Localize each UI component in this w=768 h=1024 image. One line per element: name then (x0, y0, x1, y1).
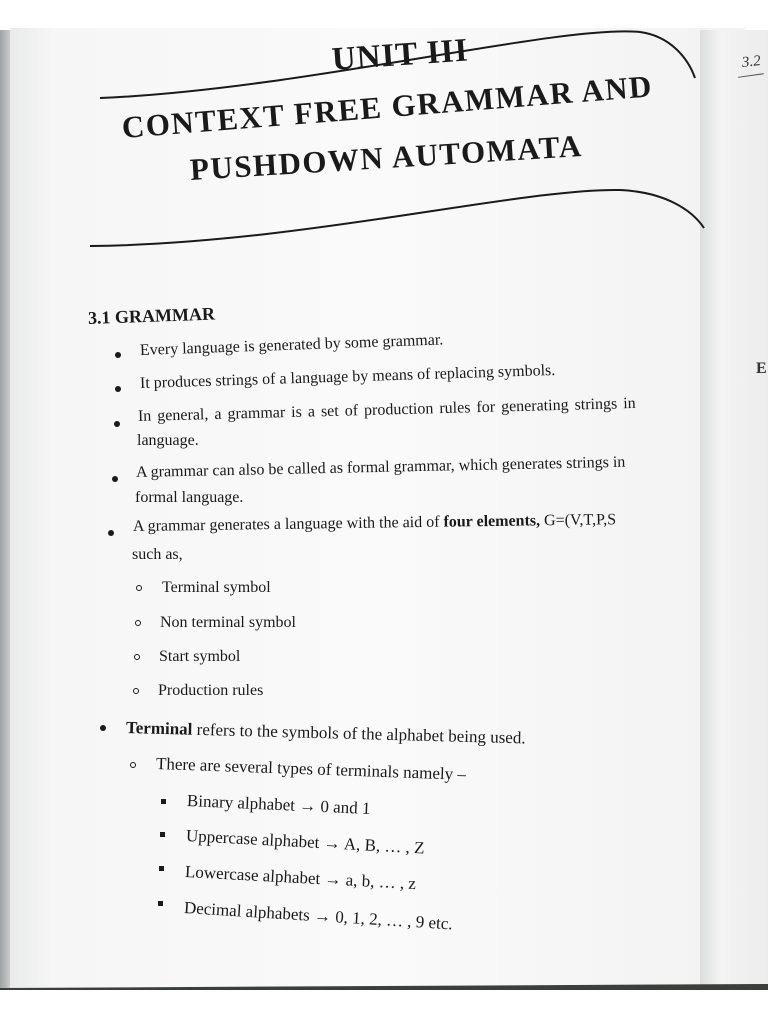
bullet-text-continued: language. (137, 432, 199, 449)
bullet-text: A grammar generates a language with the aid of (132, 513, 440, 535)
terminal-text: refers to the symbols of the alphabet being used. (196, 719, 526, 748)
square-bullet (158, 901, 163, 906)
next-page-letter: E (756, 360, 767, 377)
sub-bullet-circle (135, 620, 141, 626)
bullet-text: Every language is generated by some grammar. (139, 331, 444, 359)
terminal-bold: Terminal (125, 718, 193, 739)
square-bullet (160, 832, 165, 837)
bullet-dot (115, 386, 121, 392)
sub-bullet-circle (130, 762, 136, 768)
bullet-dot (114, 421, 120, 427)
bullet-text-continued: such as, (132, 546, 183, 563)
sub-bullet-circle (133, 688, 139, 694)
bullet-bold-text: four elements, (443, 512, 541, 531)
square-bullet (161, 799, 166, 804)
square-bullet (159, 866, 164, 871)
unit-title: UNIT III (330, 32, 470, 78)
bullet-text: It produces strings of a language by means of replacing symbols. (139, 361, 556, 392)
terminal-types-intro: There are several types of terminals namely – (155, 754, 467, 784)
chapter-title-line-1: CONTEXT FREE GRAMMAR AND (120, 68, 655, 145)
section-heading: 3.1 GRAMMAR (87, 303, 216, 328)
next-page-number: 3.2 (741, 53, 762, 71)
bullet-dot (100, 725, 106, 731)
chapter-title-line-2: PUSHDOWN AUTOMATA (188, 128, 584, 187)
sub-bullet-circle (136, 585, 142, 591)
element-item: Terminal symbol (162, 579, 271, 596)
bullet-dot (112, 476, 118, 482)
bullet-dot (115, 352, 121, 358)
bottom-curve (90, 190, 704, 246)
element-item: Start symbol (159, 648, 241, 665)
terminal-type: Decimal alphabets → 0, 1, 2, … , 9 etc. (183, 898, 454, 934)
sub-bullet-circle (134, 654, 140, 660)
element-item: Non terminal symbol (160, 614, 296, 631)
bullet-text: A grammar can also be called as formal grammar, which generates strings in (135, 453, 626, 481)
bullet-dot (108, 530, 114, 536)
terminal-type: Uppercase alphabet → A, B, … , Z (185, 826, 426, 858)
element-item: Production rules (158, 682, 264, 699)
bullet-text: In general, a grammar is a set of production rules for generating strings in (137, 394, 636, 425)
terminal-type: Lowercase alphabet → a, b, … , z (184, 862, 417, 894)
terminal-type: Binary alphabet → 0 and 1 (186, 791, 371, 819)
bullet-formula: G=(V,T,P,S (543, 511, 617, 530)
bullet-text-continued: formal language. (135, 489, 244, 506)
